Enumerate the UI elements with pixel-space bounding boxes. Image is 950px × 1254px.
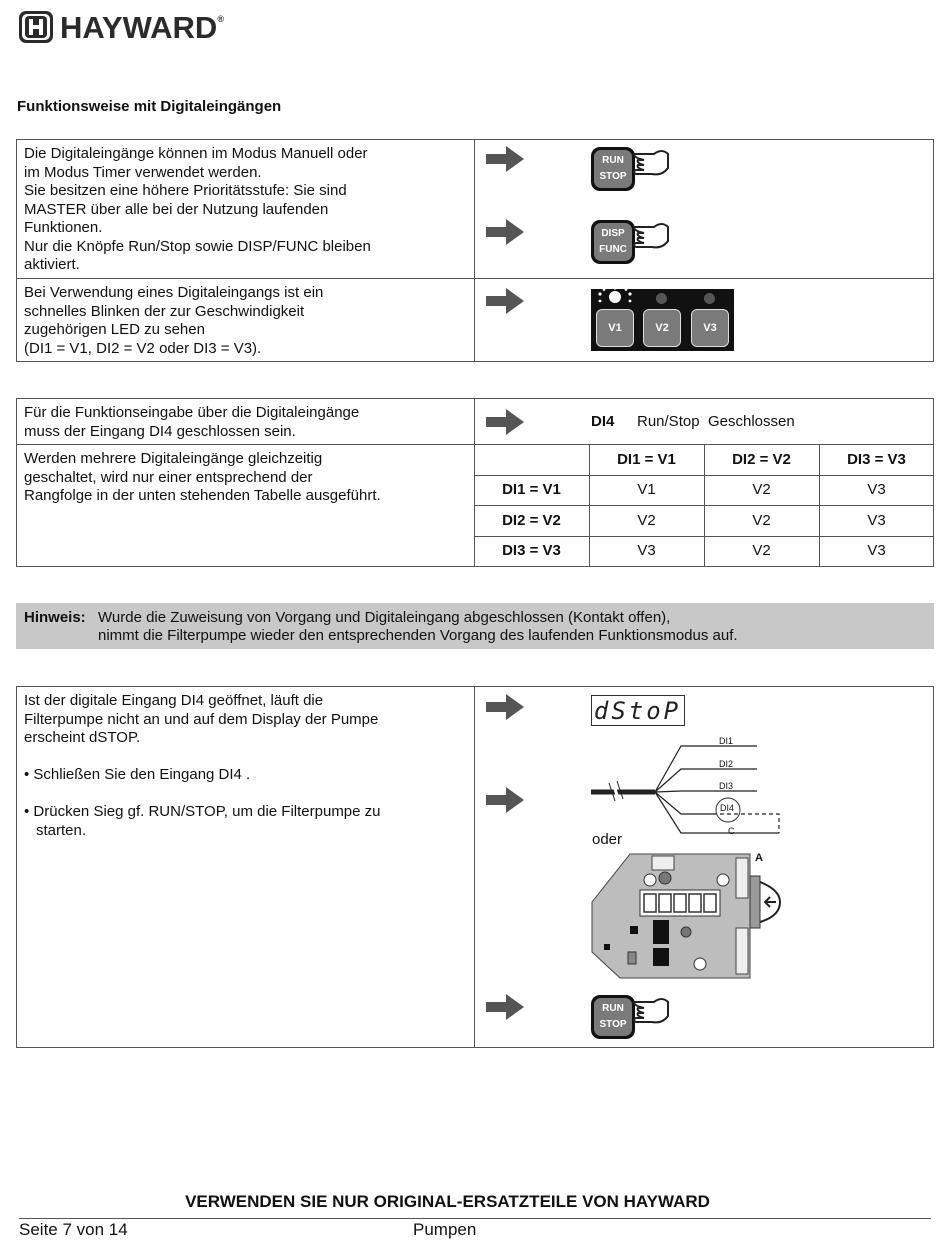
box1-row2-text: Bei Verwendung eines Digitaleingangs ist ein schnelles Blinken der zur Geschwindigkeit zugehörigen LED zu sehen (DI1 = V1, DI2 = V2 oder DI3 = V3). <box>24 284 324 357</box>
arrow-right-icon <box>486 409 524 435</box>
pointing-hand-icon <box>632 994 670 1028</box>
table-col-header: DI2 = V2 <box>732 451 791 468</box>
pcb-label-a: A <box>755 852 763 864</box>
arrow-right-icon <box>486 219 524 245</box>
v3-button[interactable]: V3 <box>691 309 729 347</box>
note-line1: Wurde die Zuweisung von Vorgang und Digitaleingang abgeschlossen (Kontakt offen), <box>98 609 671 626</box>
led-v3-icon <box>704 293 715 304</box>
wire-label: DI3 <box>719 781 734 791</box>
footer-divider <box>19 1218 931 1219</box>
section-title: Funktionsweise mit Digitaleingängen <box>17 98 282 115</box>
table-col-header: DI1 = V1 <box>617 451 676 468</box>
table-cell: V2 <box>752 542 771 559</box>
v2-button[interactable]: V2 <box>643 309 681 347</box>
blinking-led-icon <box>595 288 635 310</box>
wire-label: DI1 <box>719 736 734 746</box>
table-cell: V2 <box>752 512 771 529</box>
arrow-right-icon <box>486 694 524 720</box>
footer-title: VERWENDEN SIE NUR ORIGINAL-ERSATZTEILE VON HAYWARD <box>185 1192 710 1211</box>
arrow-right-icon <box>486 994 524 1020</box>
table-col-header: DI3 = V3 <box>847 451 906 468</box>
di4-function: Run/Stop <box>637 413 700 430</box>
table-cell: V2 <box>637 512 656 529</box>
wiring-diagram <box>589 735 789 835</box>
brand-reg: ® <box>217 14 224 24</box>
box2-row1-text: Für die Funktionseingabe über die Digitaleingänge muss der Eingang DI4 geschlossen sein. <box>24 404 360 440</box>
note-box <box>16 603 934 649</box>
pcb-board-icon <box>590 852 786 980</box>
run-stop-button[interactable]: RUN STOP <box>591 147 635 191</box>
pump-display <box>591 695 685 726</box>
table-cell: V2 <box>752 481 771 498</box>
box1-row1-text: Die Digitaleingänge können im Modus Manuell oder im Modus Timer verwendet werden. Sie besitzen eine höhere Prioritätsstufe: Sie sind MASTER über alle bei der Nutzung laufenden Funktionen. Nur die Knöpfe Run/Stop sowie DISP/FUNC bleiben aktiviert. <box>24 145 371 273</box>
wire-label: DI4 <box>720 803 735 813</box>
table-row-header: DI1 = V1 <box>502 481 561 498</box>
oder-label: oder <box>592 831 623 848</box>
wire-label: C <box>728 826 735 836</box>
arrow-right-icon <box>486 288 524 314</box>
di4-state: Geschlossen <box>708 413 795 430</box>
note-label: Hinweis: <box>24 609 86 626</box>
hayward-logo-icon <box>18 10 54 44</box>
run-stop-button[interactable]: RUN STOP <box>591 995 635 1039</box>
brand-name: HAYWARD <box>60 10 218 45</box>
box3-bullet1: • Schließen Sie den Eingang DI4 . <box>24 766 251 783</box>
table-cell: V3 <box>867 481 886 498</box>
arrow-right-icon <box>486 787 524 813</box>
pointing-hand-icon <box>632 146 670 180</box>
table-cell: V1 <box>637 481 656 498</box>
disp-func-button[interactable]: DISP FUNC <box>591 220 635 264</box>
table-row-header: DI3 = V3 <box>502 542 561 559</box>
page-number: Seite 7 von 14 <box>19 1220 128 1239</box>
v1-button[interactable]: V1 <box>596 309 634 347</box>
display-text: dStoP <box>593 697 682 725</box>
pointing-hand-icon <box>632 219 670 253</box>
box3-bullet2: • Drücken Sieg gf. RUN/STOP, um die Filterpumpe zu starten. <box>24 803 381 839</box>
table-cell: V3 <box>637 542 656 559</box>
footer-category: Pumpen <box>413 1220 477 1239</box>
hayward-logo <box>18 8 248 46</box>
speed-led-panel <box>591 289 734 351</box>
led-v2-icon <box>656 293 667 304</box>
arrow-right-icon <box>486 146 524 172</box>
table-cell: V3 <box>867 542 886 559</box>
note-line2: nimmt die Filterpumpe wieder den entsprechenden Vorgang des laufenden Funktionsmodus auf. <box>98 627 738 644</box>
box3-text: Ist der digitale Eingang DI4 geöffnet, läuft die Filterpumpe nicht an und auf dem Display der Pumpe erscheint dSTOP. <box>24 692 379 746</box>
table-row-header: DI2 = V2 <box>502 512 561 529</box>
box2-row2-text: Werden mehrere Digitaleingänge gleichzeitig geschaltet, wird nur einer entsprechend der Rangfolge in der unten stehenden Tabelle ausgeführt. <box>24 450 381 504</box>
wire-label: DI2 <box>719 759 734 769</box>
table-cell: V3 <box>867 512 886 529</box>
di4-label: DI4 <box>591 413 615 430</box>
